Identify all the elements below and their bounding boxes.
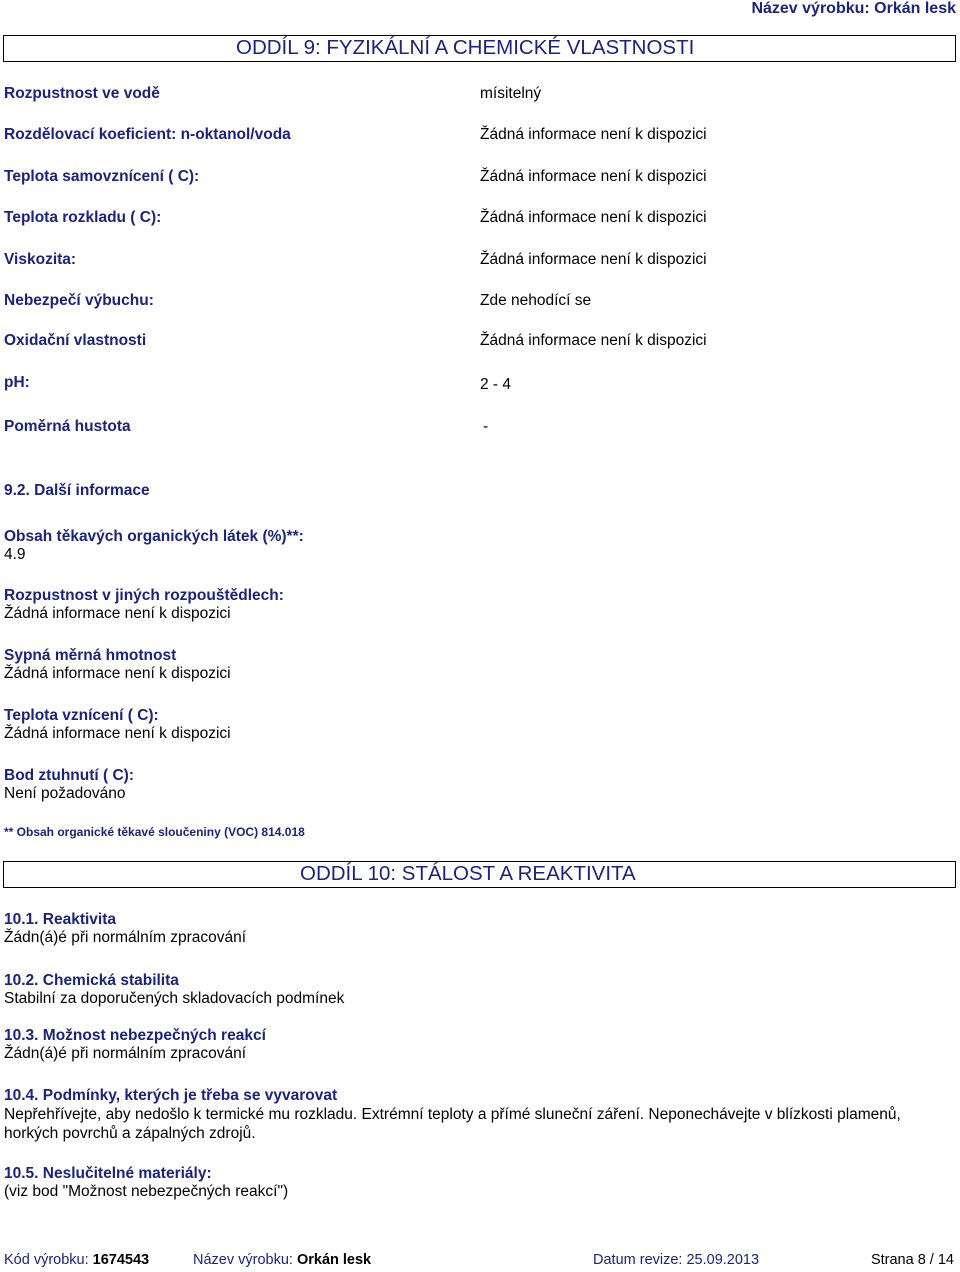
prop-label: Teplota samovznícení ( C):	[4, 168, 200, 185]
prop-label: Nebezpečí výbuchu:	[4, 292, 154, 309]
ph-label: pH:	[4, 374, 30, 391]
item-value: Nepřehřívejte, aby nedošlo k termické mu rozkladu. Extrémní teploty a přímé sluneční záření. Neponechávejte v blízkosti plamenů, horkých povrchů a zápalných zdrojů.	[4, 1106, 901, 1142]
voc-footnote: ** Obsah organické těkavé sloučeniny (VOC) 814.018	[4, 825, 305, 839]
footer-code-value: 1674543	[92, 1252, 150, 1268]
section9-title: ODDÍL 9: FYZIKÁLNÍ A CHEMICKÉ VLASTNOSTI	[236, 36, 695, 59]
item-label: Obsah těkavých organických látek (%)**:	[4, 528, 304, 545]
ph-value: 2 - 4	[480, 376, 512, 393]
density-value: -	[483, 418, 489, 435]
item-label: 10.3. Možnost nebezpečných reakcí	[4, 1027, 266, 1044]
footer-name	[193, 1252, 371, 1268]
footer-page-label: Strana	[870, 1252, 914, 1268]
item-label: 10.2. Chemická stabilita	[4, 972, 179, 989]
footer-page	[871, 1252, 954, 1268]
density-label: Poměrná hustota	[4, 418, 131, 435]
item-label: Rozpustnost v jiných rozpouštědlech:	[4, 587, 284, 604]
prop-value: Zde nehodící se	[480, 292, 592, 309]
item-value: Žádn(á)é při normálním zpracování	[4, 929, 247, 946]
subheading-9-2: 9.2. Další informace	[4, 482, 150, 499]
prop-label: Viskozita:	[4, 251, 77, 268]
section10-title-box	[3, 861, 956, 888]
footer-date-label: Datum revize:	[593, 1252, 683, 1268]
item-label: 10.1. Reaktivita	[4, 911, 117, 928]
item-label: 10.4. Podmínky, kterých je třeba se vyvarovat	[4, 1087, 338, 1104]
prop-value: Žádná informace není k dispozici	[480, 209, 707, 226]
item-label: Bod ztuhnutí ( C):	[4, 767, 134, 784]
section10-title: ODDÍL 10: STÁLOST A REAKTIVITA	[300, 862, 636, 885]
footer-name-label: Název výrobku:	[193, 1252, 293, 1268]
footer	[4, 1252, 149, 1268]
footer-page-value: 8 / 14	[917, 1252, 954, 1268]
footer-code-label: Kód výrobku:	[4, 1252, 89, 1268]
item-value: Stabilní za doporučených skladovacích podmínek	[4, 990, 345, 1007]
item-label: 10.5. Neslučitelné materiály:	[4, 1165, 212, 1182]
prop-label: Oxidační vlastnosti	[4, 332, 147, 349]
item-label: Teplota vznícení ( C):	[4, 707, 159, 724]
item-value: Žádná informace není k dispozici	[4, 605, 231, 622]
prop-value: Žádná informace není k dispozici	[480, 332, 707, 349]
item-label: Sypná měrná hmotnost	[4, 647, 177, 664]
prop-value: Žádná informace není k dispozici	[480, 168, 707, 185]
footer-date-value: 25.09.2013	[686, 1252, 760, 1268]
prop-value: Žádná informace není k dispozici	[480, 126, 707, 143]
item-value: (viz bod "Možnost nebezpečných reakcí")	[4, 1183, 289, 1200]
item-value: Žádná informace není k dispozici	[4, 725, 231, 742]
prop-label: Rozdělovací koeficient: n-oktanol/voda	[4, 126, 291, 143]
prop-value: mísitelný	[480, 85, 542, 102]
item-value: Žádn(á)é při normálním zpracování	[4, 1045, 247, 1062]
header-product-name: Název výrobku: Orkán lesk	[751, 0, 956, 17]
prop-label: Teplota rozkladu ( C):	[4, 209, 162, 226]
prop-value: Žádná informace není k dispozici	[480, 251, 707, 268]
item-value: Žádná informace není k dispozici	[4, 665, 231, 682]
section9-title-box	[3, 35, 956, 62]
footer-date	[593, 1252, 759, 1268]
footer-name-value: Orkán lesk	[296, 1252, 372, 1268]
prop-label: Rozpustnost ve vodě	[4, 85, 160, 102]
item-value: Není požadováno	[4, 785, 126, 802]
item-value: 4.9	[4, 546, 26, 563]
